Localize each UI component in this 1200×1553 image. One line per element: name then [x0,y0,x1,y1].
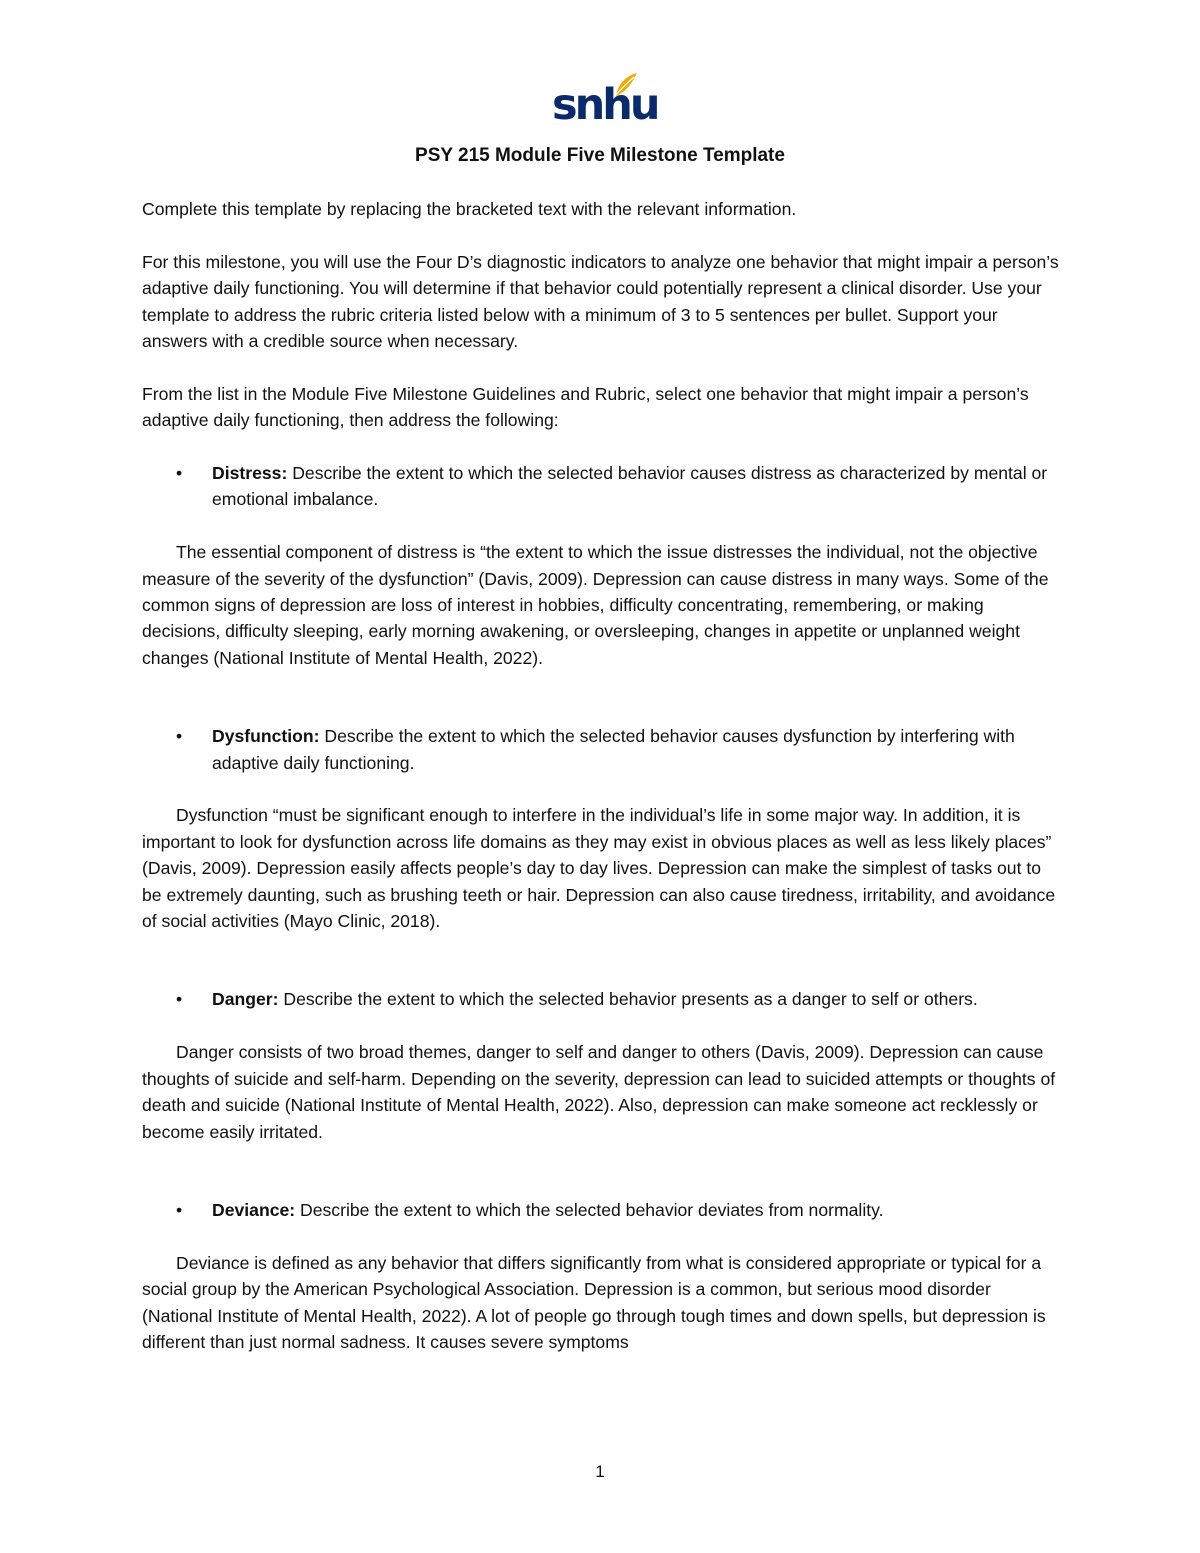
bullet-prompt: Describe the extent to which the selected behavior deviates from normality. [295,1199,884,1220]
answer-dysfunction: Dysfunction “must be significant enough to interfere in the individual’s life in some major way. In addition, it is important to look for dysfunction across life domains as they may exist in obvious places as well as less likely places” (Davis, 2009). Depression easily affects people’s day to day lives. Depression can make the simplest of tasks out to be extremely daunting, such as brushing teeth or hair. Depression can also cause tiredness, irritability, and avoidance of social activities (Mayo Clinic, 2018). [142,805,1056,932]
bullet-dot: • [176,989,183,1010]
bullet-dot: • [176,463,183,484]
answer-distress: The essential component of distress is “the extent to which the issue distresses the individual, not the objective measure of the severity of the dysfunction” (Davis, 2009). Depression can cause distress in many ways. Some of the common signs of depression are loss of interest in hobbies, difficulty concentrating, remembering, or making decisions, difficulty sleeping, early morning awakening, or oversleeping, changes in appetite or unplanned weight changes (National Institute of Mental Health, 2022). [142,542,1049,668]
intro-paragraph: Complete this template by replacing the bracketed text with the relevant information. [142,199,797,219]
bullet-deviance [142,1197,1060,1223]
bullet-dot: • [176,1199,183,1220]
bullet-dysfunction [142,723,1060,776]
bullet-label: Distress: [212,463,288,484]
bullet-prompt: Describe the extent to which the selected behavior causes dysfunction by interfering with adaptive daily functioning. [212,726,1015,773]
bullet-dot: • [176,726,183,747]
milestone-paragraph: For this milestone, you will use the Four D’s diagnostic indicators to analyze one behavior that might impair a person’s adaptive daily functioning. You will determine if that behavior could potentially represent a clinical disorder. Use your template to address the rubric criteria listed below with a minimum of 3 to 5 sentences per bullet. Support your answers with a credible source when necessary. [142,251,1059,352]
bullet-label: Dysfunction: [212,726,320,747]
bullet-prompt: Describe the extent to which the selected behavior causes distress as characterized by mental or emotional imbalance. [212,463,1048,510]
logo-text: snhu [552,80,658,130]
document-title: PSY 215 Module Five Milestone Template [415,145,785,166]
bullet-distress [142,460,1060,513]
page-number: 1 [595,1462,605,1481]
bullet-prompt: Describe the extent to which the selected behavior presents as a danger to self or others. [278,989,978,1010]
bullet-danger [142,986,1060,1012]
snhu-logo [552,72,658,134]
answer-deviance: Deviance is defined as any behavior that differs significantly from what is considered appropriate or typical for a social group by the American Psychological Association. Depression is a common, but serious mood disorder (National Institute of Mental Health, 2022). A lot of people go through tough times and down spells, but depression is different than just normal sadness. It causes severe symptoms [142,1252,1046,1352]
answer-danger: Danger consists of two broad themes, danger to self and danger to others (Davis, 2009). Depression can cause thoughts of suicide and self-harm. Depending on the severity, depression can lead to suicided attempts or thoughts of death and suicide (National Institute of Mental Health, 2022). Also, depression can make someone act recklessly or become easily irritated. [142,1042,1056,1142]
document-body [142,196,1060,1382]
bullet-label: Danger: [212,989,279,1010]
instructions-paragraph: From the list in the Module Five Milestone Guidelines and Rubric, select one behavior that might impair a person’s adaptive daily functioning, then address the following: [142,383,1029,431]
bullet-label: Deviance: [212,1199,296,1220]
